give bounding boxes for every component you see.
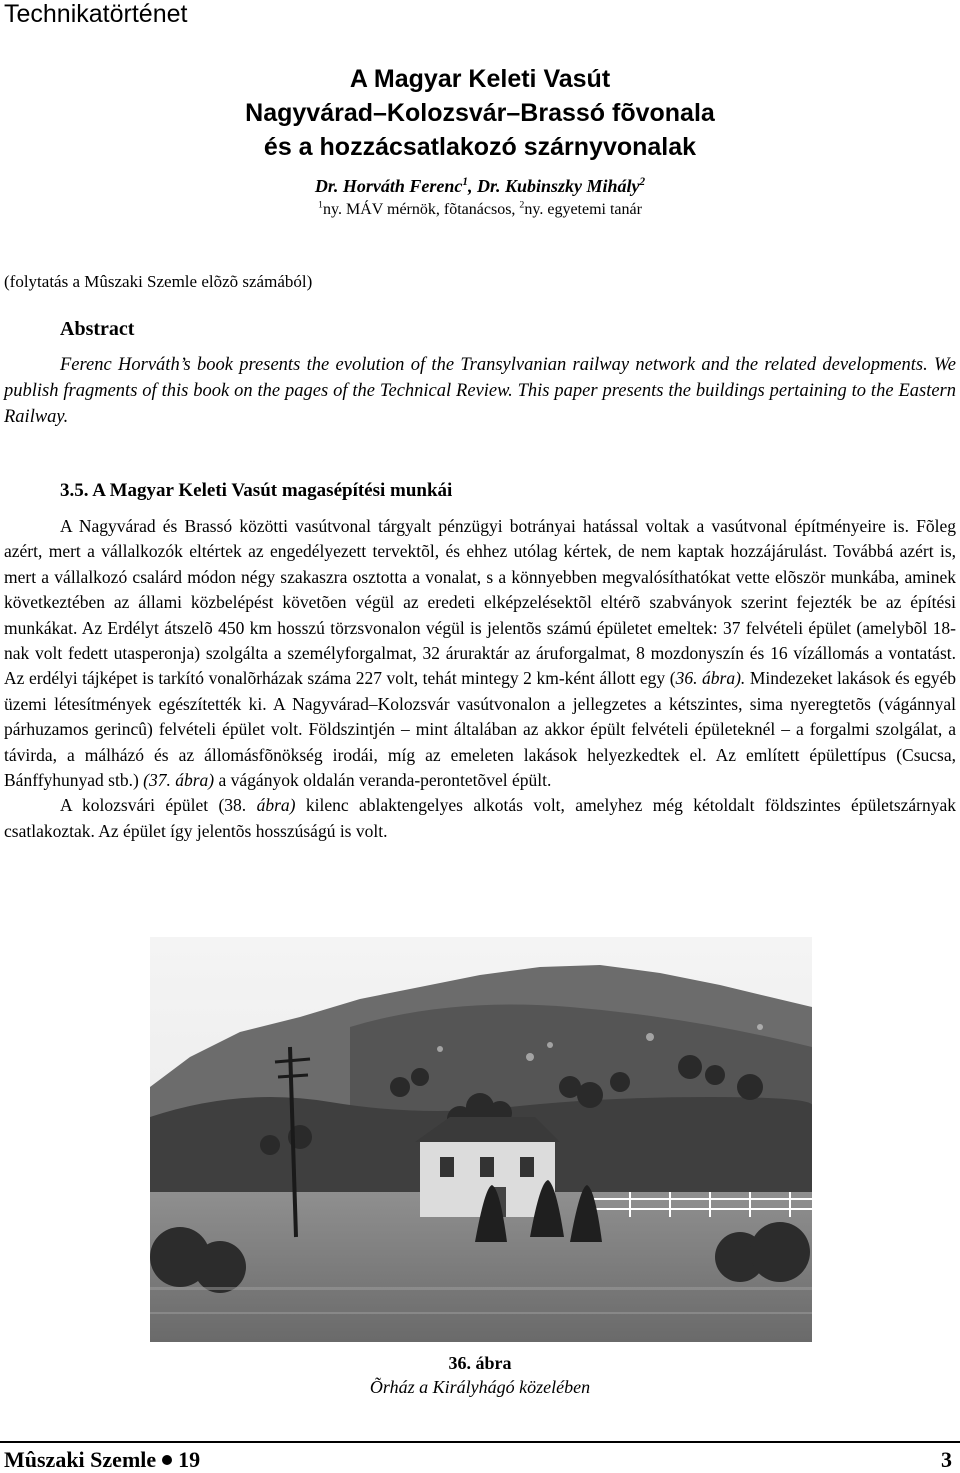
authors [0, 174, 960, 198]
footer-rule [0, 1441, 960, 1443]
author-1: Dr. Horváth Ferenc [314, 176, 463, 196]
affiliations [0, 200, 960, 220]
issue-number: 19 [178, 1447, 201, 1472]
figure-ref-37: (37. ábra) [143, 770, 215, 791]
journal-name: Mûszaki Szemle [4, 1447, 157, 1472]
paragraph-2: A kolozsvári épület (38. ábra) kilenc ablaktengelyes alkotás volt, amelyhez még kétoldalt földszintes épületszárnyak csatlakoztak. Az épület így jelentõs hosszúságú is volt. [4, 795, 957, 841]
page-number: 3 [941, 1447, 952, 1472]
section-heading: 3.5. A Magyar Keleti Vasút magasépítési munkái [60, 480, 453, 501]
title-line-1: A Magyar Keleti Vasút [349, 65, 611, 93]
figure-caption: Õrház a Királyhágó közelében [369, 1377, 591, 1397]
section-tag: Technikatörténet [4, 0, 188, 28]
affil-2: ny. egyetemi tanár [524, 201, 642, 218]
author-separator: , [467, 176, 477, 196]
abstract-heading: Abstract [60, 318, 135, 340]
affil-2-mark: 2 [519, 199, 525, 211]
landscape-photo-image [150, 937, 812, 1342]
author-2-mark: 2 [639, 176, 646, 188]
figure-photo [150, 937, 812, 1342]
figure-ref-36: 36. ábra). [675, 668, 746, 689]
figure-number: 36. ábra [448, 1353, 512, 1373]
affil-1-mark: 1 [318, 199, 323, 211]
footer-journal [4, 1447, 200, 1473]
title-line-3: és a hozzácsatlakozó szárnyvonalak [263, 133, 697, 161]
abstract-text: Ferenc Horváth’s book presents the evolution of the Transylvanian railway network and the related developments. We publish fragments of this book on the pages of the Technical Review. This paper presents the buildings pertaining to the Eastern Railway. [4, 355, 956, 427]
body-text [4, 514, 956, 844]
bullet-icon [162, 1455, 172, 1465]
figure-ref-38: ábra) [256, 795, 296, 816]
author-2: Dr. Kubinszky Mihály [476, 176, 640, 196]
article-title [170, 62, 790, 164]
title-line-2: Nagyvárad–Kolozsvár–Brassó fõvonala [245, 99, 715, 127]
author-1-mark: 1 [462, 176, 468, 188]
affil-1: ny. MÁV mérnök, fõtanácsos, [323, 201, 516, 218]
continuation-note: (folytatás a Mûszaki Szemle elõzõ számából) [4, 272, 313, 291]
paragraph-1: A Nagyvárad és Brassó közötti vasútvonal tárgyalt pénzügyi botrányai hatással voltak a vasútvonal építményeire is. Fõleg azért, mert a vállalkozók eltértek az engedélyezett tervektõl, és ehhez utólag kértek, de nem kaptak hozzájárulást. Továbbá azért is, mert a vállalkozó csalárd módon négy szakaszra osztotta a vonalat, s a könnyebben megvalósíthatókat vette elõször munkába, aminek következtében az állami közbelépést követõen végül az eredeti elképzelésektõl eltérõ szabványok szerint fejezték be az építési munkákat. Az Erdélyt átszelõ 450 km hosszú törzsvonalon végül is jelentõs számú épületet emeltek: 37 felvételi épület (amelybõl 18-nak volt fedett utasperonja) szolgálta a személyforgalmat, 32 áruraktár az áruforgalmat, 8 mozdonyszín és 16 vízállomás a vontatást. Az erdélyi tájképet is tarkító vonalõrházak száma 227 volt, tehát mintegy 2 km-ként állott egy (36. ábra). Mindezeket lakások és egyéb üzemi létesítmények egészítették ki. A Nagyvárad–Kolozsvár vasútvonalon a jellegzetes a kétszintes, sima nyeregtetõs (vágánnyal párhuzamos gerincû) felvételi épület volt. Földszintjén – mint általában az akkor épült felvételi épületeknél – a forgalmi szolgálat, a távirda, a málházó és az állomásfõnökség irodái, míg az emeleten lakások helyezkedtek el. Az említett épülettípus (Csucsa, Bánffyhunyad stb.) (37. ábra) a vágányok oldalán veranda-perontetõvel épült. [4, 516, 956, 791]
